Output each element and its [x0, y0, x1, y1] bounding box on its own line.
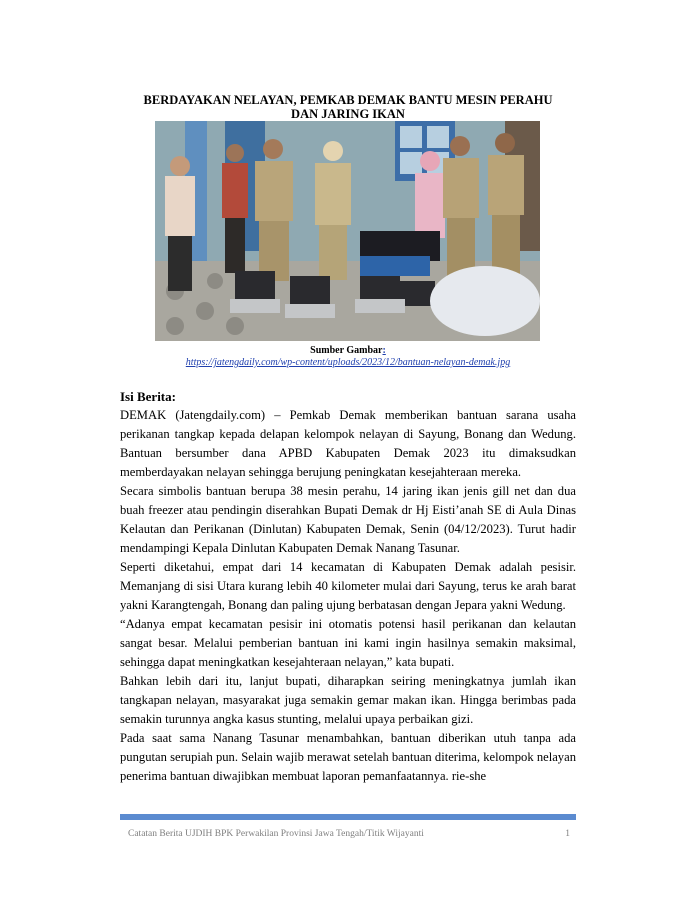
page-footer	[128, 829, 570, 839]
title-line-1: BERDAYAKAN NELAYAN, PEMKAB DEMAK BANTU MESIN PERAHU	[143, 93, 553, 107]
source-link[interactable]: https://jatengdaily.com/wp-content/uploads/2023/12/bantuan-nelayan-demak.jpg	[185, 357, 511, 368]
footer-text: Catatan Berita UJDIH BPK Perwakilan Provinsi Jawa Tengah/Titik Wijayanti	[128, 829, 424, 839]
caption-colon: :	[382, 345, 386, 356]
paragraph-2: Secara simbolis bantuan berupa 38 mesin perahu, 14 jaring ikan jenis gill net dan dua buah freezer atau pendingin diserahkan Bupati Demak dr Hj Eisti’anah SE di Aula Dinas Kelautan dan Perikanan (Dinlutan) Kabupaten Demak, Senin (04/12/2023). Turut hadir mendampingi Kepala Dinlutan Kabupaten Demak Nanang Tasunar.	[120, 484, 576, 555]
paragraph-4: “Adanya empat kecamatan pesisir ini otomatis potensi hasil perikanan dan kelautan sangat besar. Melalui pemberian bantuan ini kami ingin hasilnya semakin maksimal, sehingga dapat meningkatkan kesejahteraan nelayan,” kata bupati.	[120, 617, 576, 669]
content-heading: Isi Berita:	[120, 389, 176, 404]
title-line-2: DAN JARING IKAN	[291, 107, 405, 121]
image-caption	[120, 345, 576, 369]
footer-divider	[120, 814, 576, 820]
page-number: 1	[565, 829, 570, 839]
article-body	[120, 387, 576, 786]
news-photo	[155, 121, 540, 341]
paragraph-5: Bahkan lebih dari itu, lanjut bupati, diharapkan seiring meningkatnya jumlah ikan tangkapan nelayan, masyarakat juga semakin gemar makan ikan. Hingga berimbas pada semakin turunnya angka kasus stunting, melalui upaya perbaikan gizi.	[120, 674, 576, 726]
paragraph-3: Seperti diketahui, empat dari 14 kecamatan di Kabupaten Demak adalah pesisir. Memanjang di sisi Utara kurang lebih 40 kilometer mulai dari Sayung, terus ke arah barat yakni Karangtengah, Bonang dan paling ujung berbatasan dengan Jepara yakni Wedung.	[120, 560, 576, 612]
paragraph-1: DEMAK (Jatengdaily.com) – Pemkab Demak memberikan bantuan sarana usaha perikanan tangkap kepada delapan kelompok nelayan di Sayung, Bonang dan Wedung. Bantuan bersumber dana APBD Kabupaten Demak 2023 itu dimaksudkan memberdayakan nelayan sehingga berujung peningkatan kesejahteraan mereka.	[120, 408, 576, 479]
caption-label: Sumber Gambar	[310, 345, 383, 356]
paragraph-6: Pada saat sama Nanang Tasunar menambahkan, bantuan diberikan utuh tanpa ada pungutan serupiah pun. Selain wajib merawat setelah bantuan diterima, kelompok nelayan penerima bantuan diwajibkan membuat laporan pemanfaatannya. rie-she	[120, 731, 576, 783]
article-title	[120, 93, 576, 121]
photo-illustration	[155, 121, 540, 341]
